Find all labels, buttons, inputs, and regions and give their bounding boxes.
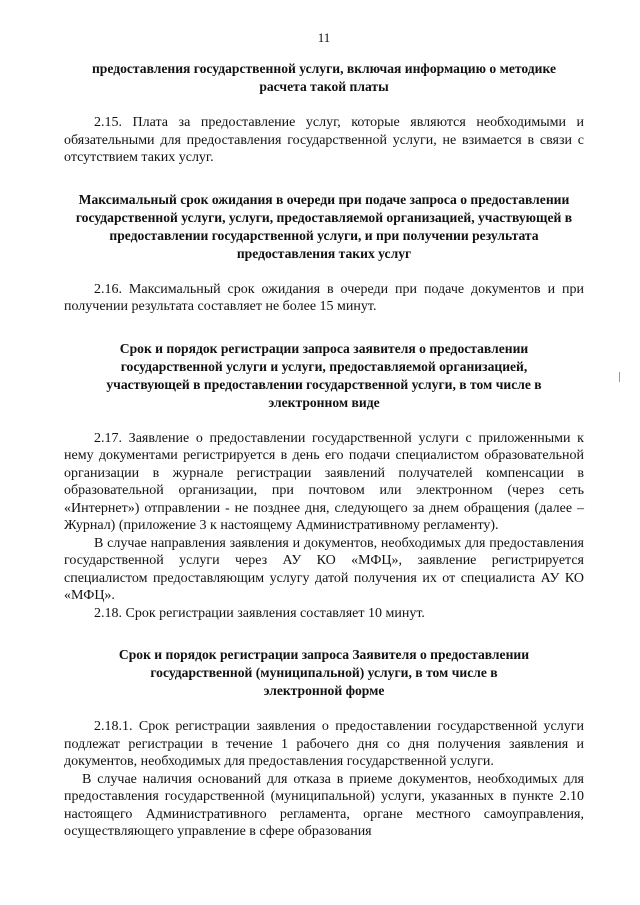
- section-heading-registration-term: Срок и порядок регистрации запроса заявителя о предоставлении государственной услуги и услуги, предоставляемой организацией, участвующей в предоставлении государственной услуги, в том числе в электронном виде: [106, 340, 542, 410]
- paragraph-2-15: 2.15. Плата за предоставление услуг, которые являются необходимыми и обязательными для предоставления государственной услуги, не взимается в связи с отсутствием таких услуг.: [64, 115, 584, 165]
- section-heading-max-wait-time: Максимальный срок ожидания в очереди при подаче запроса о предоставлении государственной услуги, услуги, предоставляемой организацией, участвующей в предоставлении государственной услуги, и при получении результата предоставления таких услуг: [75, 191, 573, 261]
- paragraph-2-18-1: 2.18.1. Срок регистрации заявления о предоставлении государственной услуги подлежат регистрации в течение 1 рабочего дня со дня получения заявления и документов, необходимых для предоставления государственной услуги.: [64, 719, 584, 769]
- scan-edge-mark: [619, 372, 620, 382]
- section-heading-payment-methodology: предоставления государственной услуги, включая информацию о методике расчета такой платы: [91, 61, 557, 94]
- page-number: 11: [317, 30, 331, 45]
- paragraph-2-17: 2.17. Заявление о предоставлении государственной услуги с приложенными к нему документами регистрируется в день его подачи специалистом образовательной организации в журнале регистрации заявлений получателей компенсации в образовательной организации, при почтовом или электронном (через сеть «Интернет») отправлении - не позднее дня, следующего за днем обращения (далее – Журнал) (приложение 3 к настоящему Административному регламенту).: [64, 430, 584, 533]
- paragraph-2-18-1-refusal: В случае наличия оснований для отказа в приеме документов, необходимых для предоставления государственной (муниципальной) услуги, указанных в пункте 2.10 настоящего Административного регламента, органе местного самоуправления, осуществляющего управление в сфере образования: [64, 771, 584, 839]
- paragraph-2-18: 2.18. Срок регистрации заявления составляет 10 минут.: [94, 605, 425, 621]
- section-heading-registration-electronic: Срок и порядок регистрации запроса Заявителя о предоставлении государственной (муниципальной) услуги, в том числе в электронной форме: [118, 647, 530, 698]
- paragraph-2-16: 2.16. Максимальный срок ожидания в очереди при подаче документов и при получении результата составляет не более 15 минут.: [64, 281, 584, 314]
- paragraph-2-17-mfc: В случае направления заявления и документов, необходимых для предоставления государственной услуги через АУ КО «МФЦ», заявление регистрируется специалистом предоставляющим услугу датой получения их от специалиста АУ КО «МФЦ».: [64, 535, 584, 603]
